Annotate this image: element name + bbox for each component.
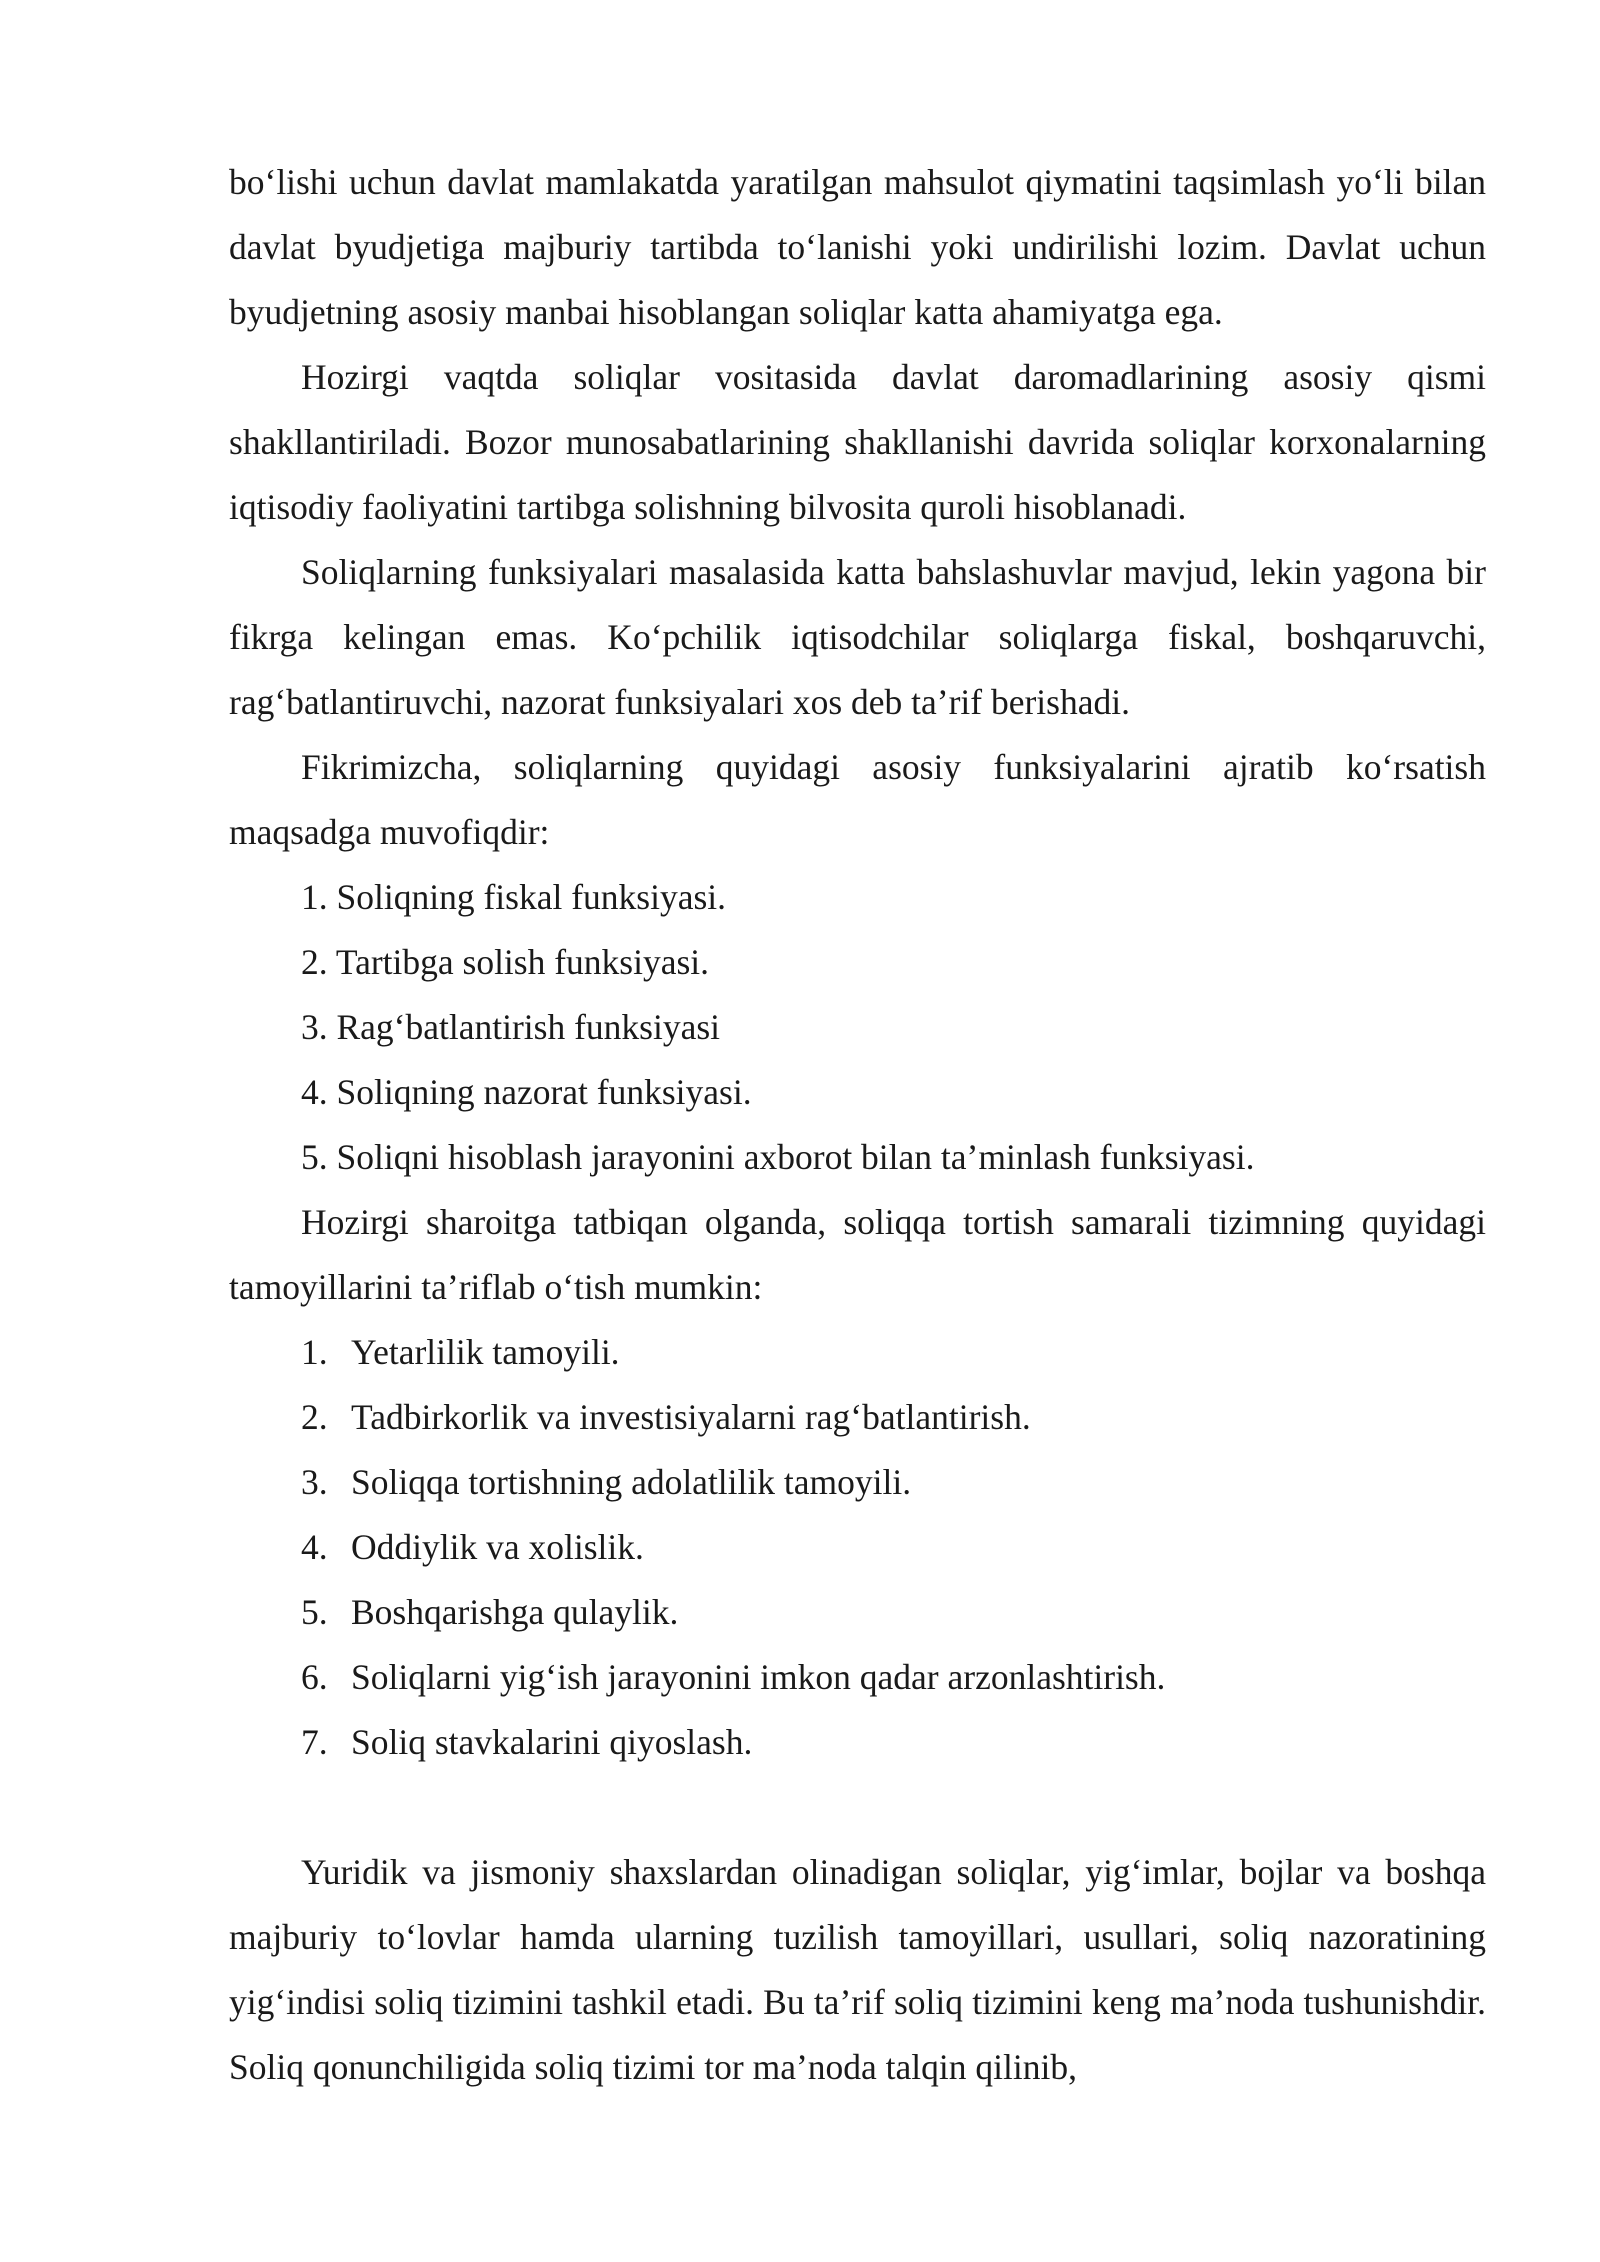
list-item-text: Boshqarishga qulaylik. xyxy=(351,1592,679,1632)
list-item xyxy=(229,1515,1486,1580)
list-item: 2. Tartibga solish funksiyasi. xyxy=(301,942,710,982)
list-item-number: 7. xyxy=(301,1722,328,1762)
list-item-text: Soliqqa tortishning adolatlilik tamoyili. xyxy=(351,1462,912,1502)
list-item-text: Oddiylik va xolislik. xyxy=(351,1527,644,1567)
list-item xyxy=(229,1580,1486,1645)
list-item: 5. Soliqni hisoblash jarayonini axborot bilan ta’minlash funksiyasi. xyxy=(301,1137,1255,1177)
paragraph-tax-system-definition: Yuridik va jismoniy shaxslardan olinadigan soliqlar, yig‘imlar, bojlar va boshqa majburiy to‘lovlar hamda ularning tuzilish tamoyillari, usullari, soliq nazoratining yig‘indisi soliq tizimini tashkil etadi. Bu ta’rif soliq tizimini keng ma’noda tushunishdir. Soliq qonunchiligida soliq tizimi tor ma’noda talqin qilinib, xyxy=(229,1852,1486,2087)
list-item-number: 5. xyxy=(301,1592,328,1632)
list-item-number: 6. xyxy=(301,1657,328,1697)
paragraph-principles-intro: Hozirgi sharoitga tatbiqan olganda, soliqqa tortish samarali tizimning quyidagi tamoyillarini ta’riflab o‘tish mumkin: xyxy=(229,1202,1486,1307)
list-item-number: 2. xyxy=(301,1397,328,1437)
list-item-text: Soliqlarni yig‘ish jarayonini imkon qadar arzonlashtirish. xyxy=(351,1657,1166,1697)
document-page xyxy=(229,150,1486,2100)
blank-line xyxy=(229,1775,1486,1840)
functions-list xyxy=(229,865,1486,1190)
list-item-text: Soliq stavkalarini qiyoslash. xyxy=(351,1722,753,1762)
list-item-text: Yetarlilik tamoyili. xyxy=(351,1332,620,1372)
list-item: 1. Soliqning fiskal funksiyasi. xyxy=(301,877,727,917)
paragraph-continuation: bo‘lishi uchun davlat mamlakatda yaratilgan mahsulot qiymatini taqsimlash yo‘li bilan davlat byudjetiga majburiy tartibda to‘lanishi yoki undirilishi lozim. Davlat uchun byudjetning asosiy manbai hisoblangan soliqlar katta ahamiyatga ega. xyxy=(229,162,1486,332)
list-item xyxy=(229,1450,1486,1515)
principles-list xyxy=(229,1320,1486,1775)
list-item xyxy=(229,1710,1486,1775)
paragraph-functions-intro: Fikrimizcha, soliqlarning quyidagi asosiy funksiyalarini ajratib ko‘rsatish maqsadga muvofiqdir: xyxy=(229,747,1486,852)
list-item-number: 3. xyxy=(301,1462,328,1502)
list-item: 3. Rag‘batlantirish funksiyasi xyxy=(301,1007,721,1047)
list-item xyxy=(229,1385,1486,1450)
list-item: 4. Soliqning nazorat funksiyasi. xyxy=(301,1072,752,1112)
list-item xyxy=(229,1645,1486,1710)
list-item-number: 1. xyxy=(301,1332,328,1372)
paragraph-tax-functions-debate: Soliqlarning funksiyalari masalasida katta bahslashuvlar mavjud, lekin yagona bir fikrga kelingan emas. Ko‘pchilik iqtisodchilar soliqlarga fiskal, boshqaruvchi, rag‘batlantiruvchi, nazorat funksiyalari xos deb ta’rif berishadi. xyxy=(229,552,1486,722)
list-item-number: 4. xyxy=(301,1527,328,1567)
list-item-text: Tadbirkorlik va investisiyalarni rag‘batlantirish. xyxy=(351,1397,1031,1437)
paragraph-tax-revenue: Hozirgi vaqtda soliqlar vositasida davlat daromadlarining asosiy qismi shakllantiriladi. Bozor munosabatlarining shakllanishi davrida soliqlar korxonalarning iqtisodiy faoliyatini tartibga solishning bilvosita quroli hisoblanadi. xyxy=(229,357,1486,527)
list-item xyxy=(229,1320,1486,1385)
